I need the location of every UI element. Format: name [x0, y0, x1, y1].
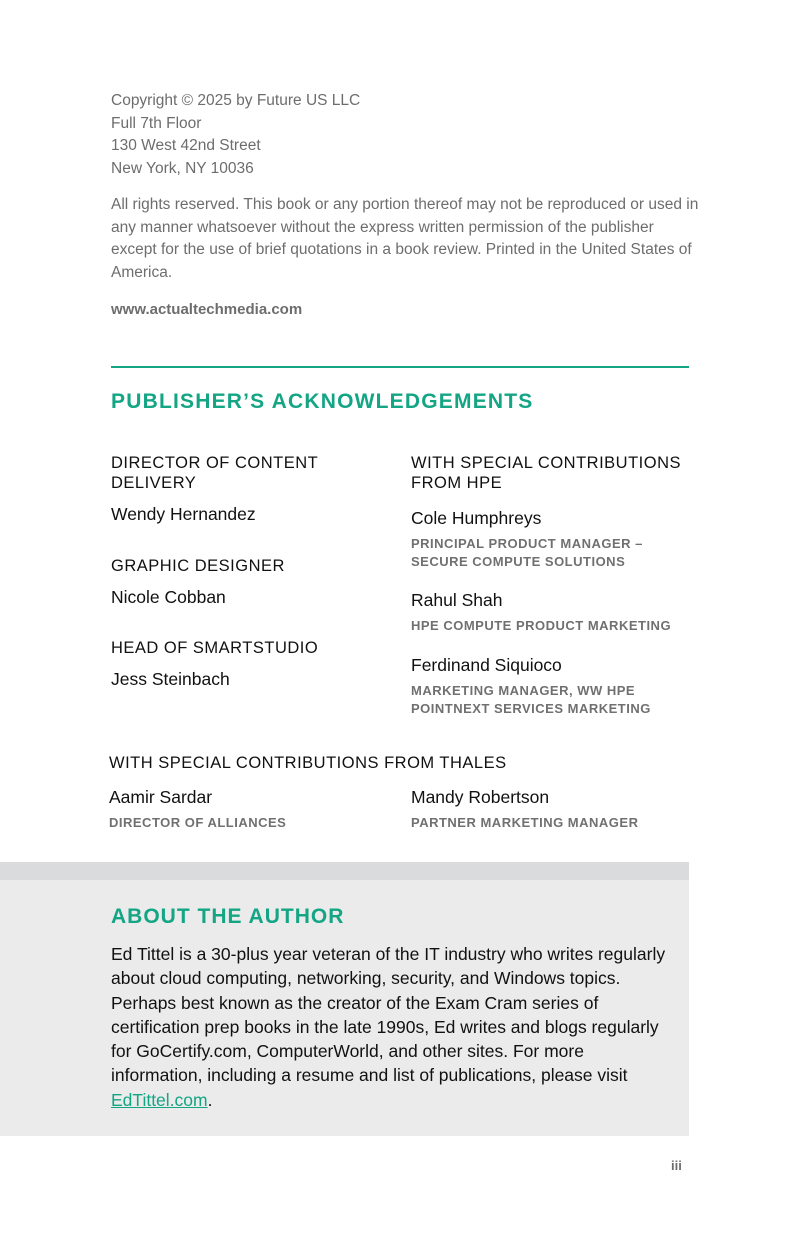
author-website-link[interactable]: EdTittel.com: [111, 1089, 208, 1110]
contributor-name: Ferdinand Siquioco: [411, 655, 562, 675]
acknowledgements-title: PUBLISHER’S ACKNOWLEDGEMENTS: [111, 390, 534, 413]
copyright-block: [111, 90, 711, 180]
about-end: .: [207, 1089, 213, 1110]
contributor-role: HPE COMPUTE PRODUCT MARKETING: [411, 618, 672, 633]
contributor-name: Rahul Shah: [411, 590, 503, 610]
credit-heading: GRAPHIC DESIGNER: [111, 557, 285, 575]
credit-director: [111, 453, 371, 525]
contributor-item: [411, 589, 691, 635]
credit-name: Jess Steinbach: [111, 669, 230, 689]
thales-contributors: [109, 753, 689, 773]
contributor-item: [411, 654, 691, 718]
rights-statement: All rights reserved. This book or any portion thereof may not be reproduced or used in any manner whatsoever without the express written permission of the publisher except for the use of brief quotations in a book review. Printed in the United States of America.: [111, 196, 699, 281]
credit-name: Wendy Hernandez: [111, 504, 256, 524]
copyright-line: Copyright © 2025 by Future US LLC: [111, 92, 361, 109]
section-divider: [111, 366, 689, 368]
contributor-item: [411, 786, 691, 832]
contributor-role: DIRECTOR OF ALLIANCES: [109, 815, 287, 830]
page-number: iii: [671, 1158, 682, 1173]
contributor-role: PARTNER MARKETING MANAGER: [411, 815, 639, 830]
credit-heading: HEAD OF SMARTSTUDIO: [111, 639, 319, 657]
credit-designer: [111, 556, 371, 608]
about-top-band: [0, 862, 689, 880]
about-text: [111, 942, 671, 1112]
address-line-2: 130 West 42nd Street: [111, 137, 261, 154]
contributor-name: Cole Humphreys: [411, 508, 542, 528]
credit-smartstudio: [111, 638, 371, 690]
address-line-1: Full 7th Floor: [111, 114, 202, 132]
contributor-role: PRINCIPAL PRODUCT MANAGER – SECURE COMPUTE SOLUTIONS: [411, 536, 643, 569]
thales-heading: WITH SPECIAL CONTRIBUTIONS FROM THALES: [109, 754, 507, 772]
hpe-heading: WITH SPECIAL CONTRIBUTIONS FROM HPE: [411, 454, 681, 492]
contributor-name: Mandy Robertson: [411, 787, 550, 807]
about-body: Ed Tittel is a 30-plus year veteran of the IT industry who writes regularly about cloud computing, networking, security, and Windows topics. Perhaps best known as the creator of the Exam Cram series of certification prep books in the late 1990s, Ed writes and blogs regularly for GoCertify.com, ComputerWorld, and other sites. For more information, including a resume and list of publications, please visit: [111, 944, 666, 1086]
address-line-3: New York, NY 10036: [111, 159, 254, 177]
about-title: ABOUT THE AUTHOR: [111, 905, 345, 928]
hpe-contributors: [411, 453, 691, 493]
website-link[interactable]: www.actualtechmedia.com: [111, 301, 303, 318]
contributor-name: Aamir Sardar: [109, 787, 213, 807]
credit-heading: DIRECTOR OF CONTENT DELIVERY: [111, 454, 318, 492]
credit-name: Nicole Cobban: [111, 587, 226, 607]
contributor-role: MARKETING MANAGER, WW HPE POINTNEXT SERVICES MARKETING: [411, 683, 651, 716]
contributor-item: [109, 786, 389, 832]
contributor-item: [411, 507, 691, 571]
